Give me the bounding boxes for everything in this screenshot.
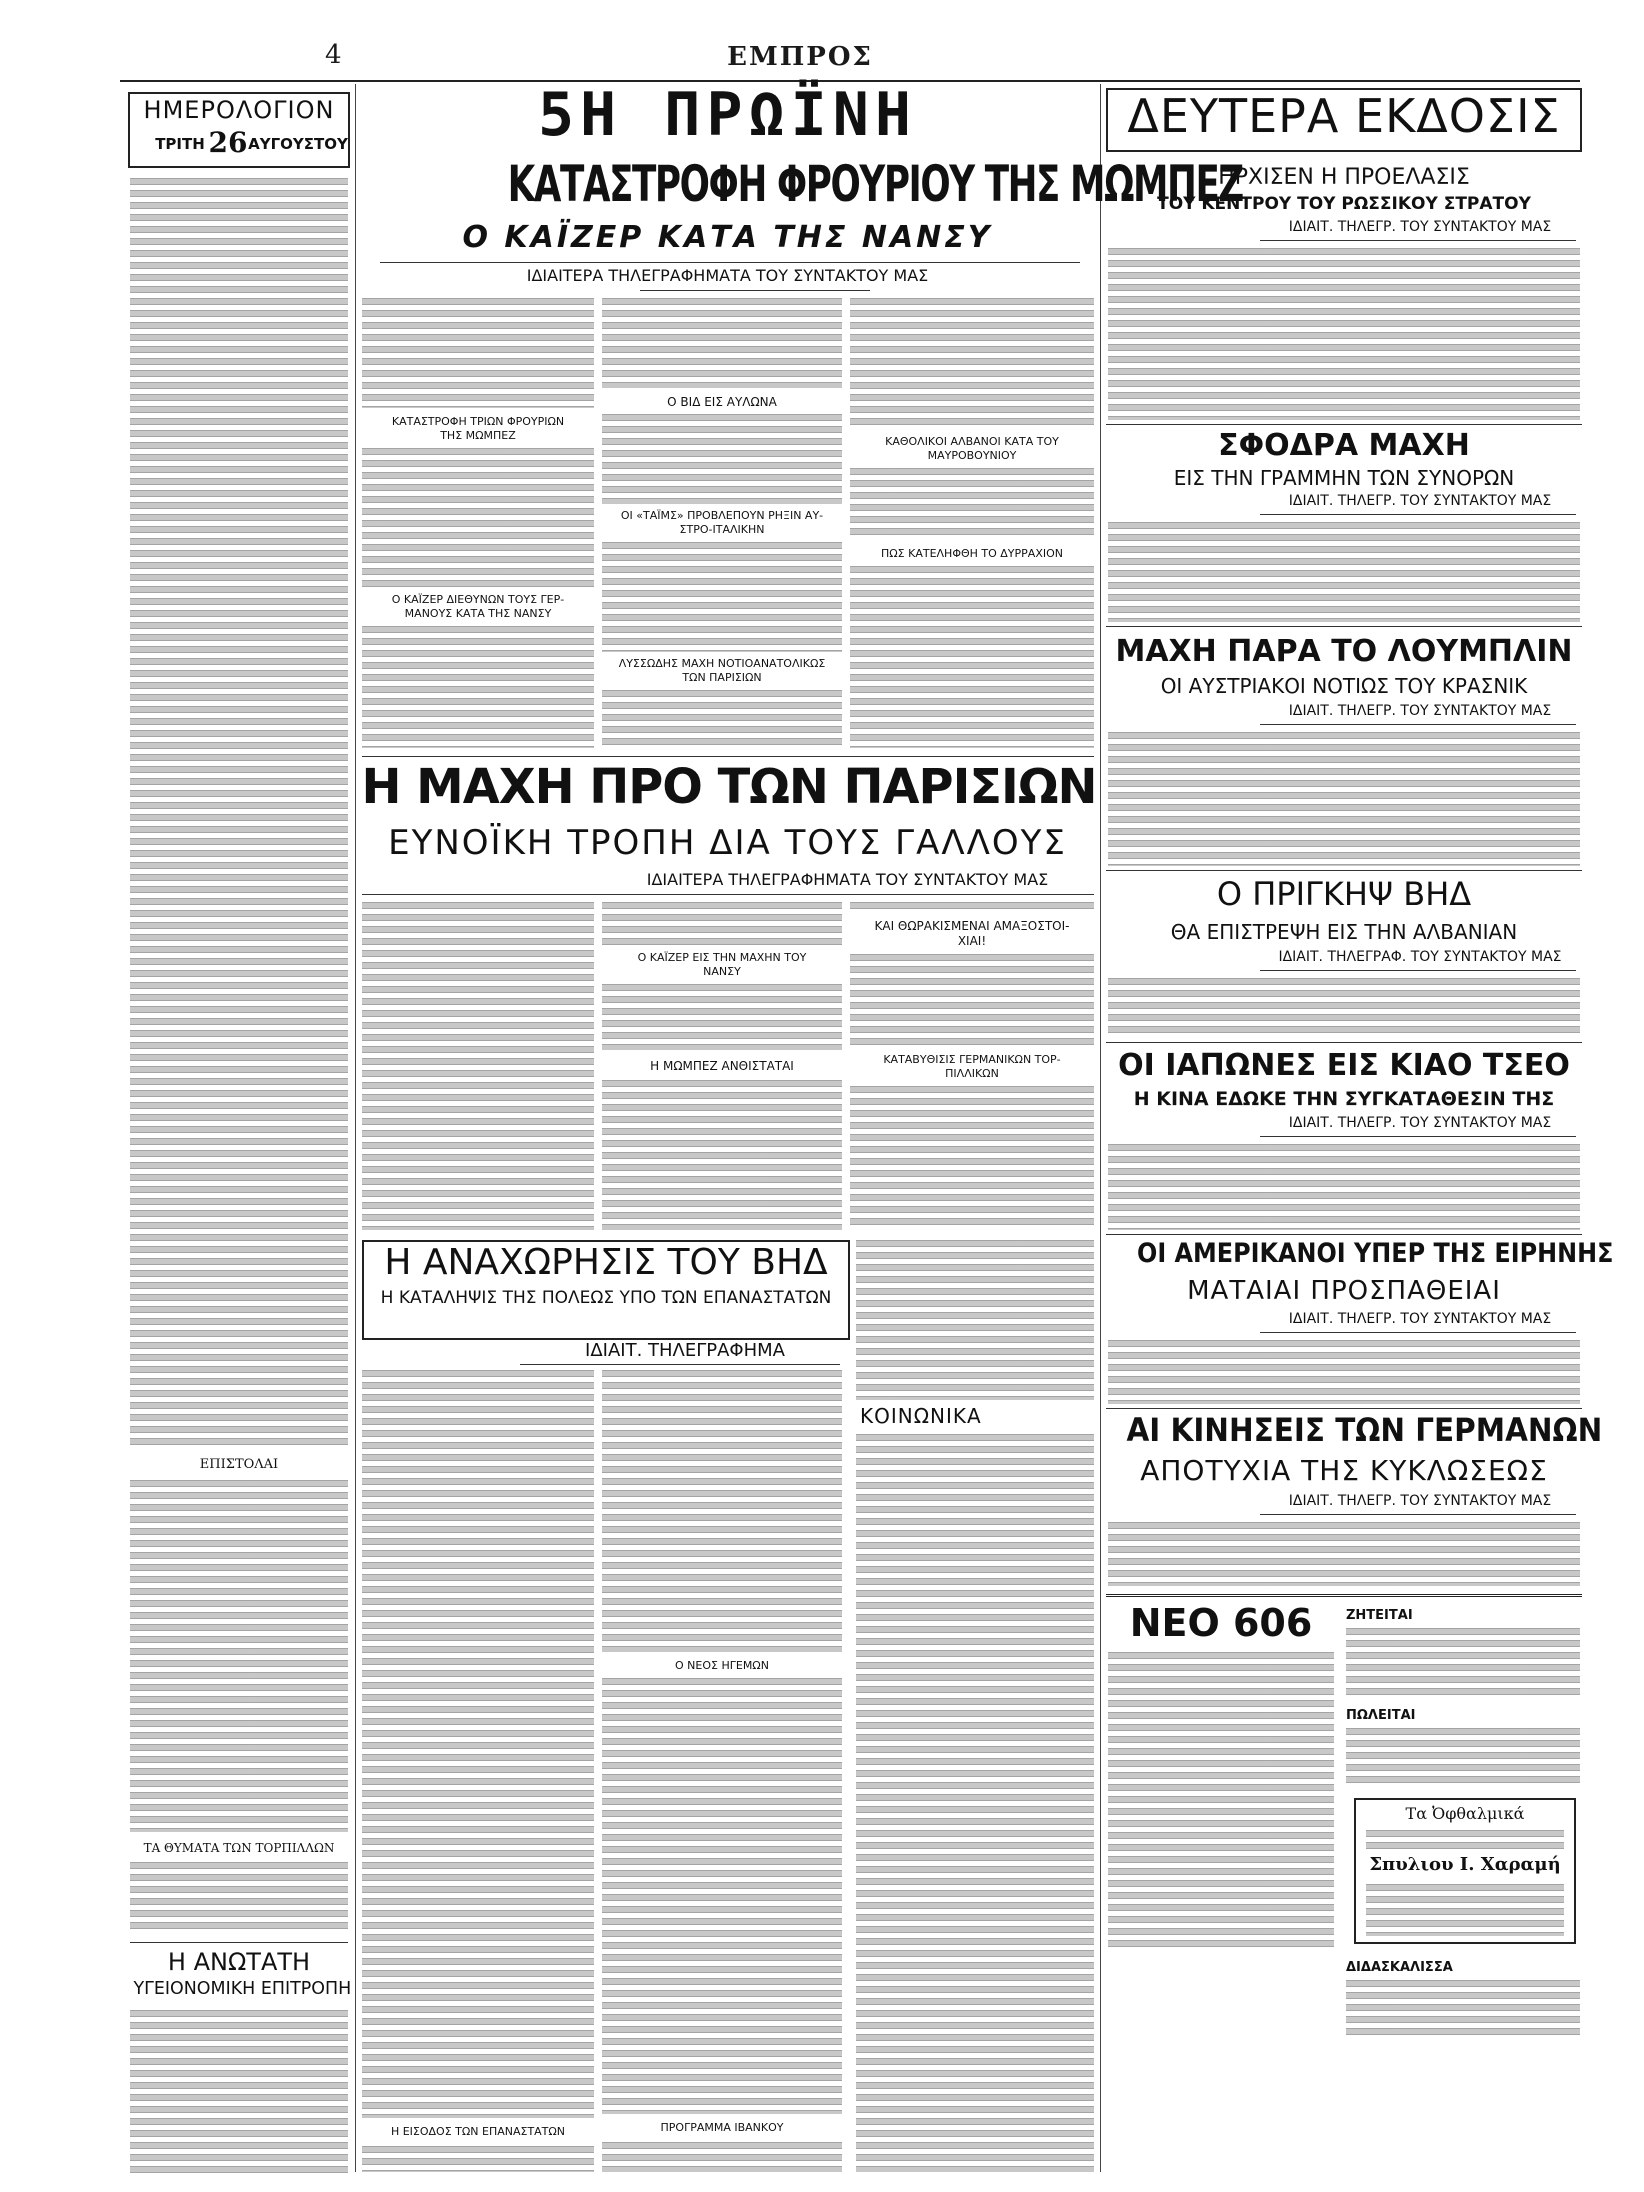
rebels-capture-headline: Η ΚΑΤΑΛΗΨΙΣ ΤΗΣ ΠΟΛΕΩΣ ΥΠΟ ΤΩΝ ΕΠΑΝΑΣΤΑΤΩΝ xyxy=(380,1288,832,1308)
top-col2-sub1: Ο ΒΙΔ ΕΙΣ ΑΥΛΩΝΑ xyxy=(667,395,777,409)
top-col1-sub2: Ο ΚΑΪΖΕΡ ΔΙΕΘΥΝΩΝ ΤΟΥΣ ΓΕΡ- xyxy=(391,593,565,606)
right-text4 xyxy=(1108,978,1580,1038)
right-h1b: ΤΟΥ ΚΕΝΤΡΟΥ ΤΟΥ ΡΩΣΣΙΚΟΥ ΣΤΡΑΤΟΥ xyxy=(1157,194,1531,214)
top-col1-text2 xyxy=(362,448,594,588)
rule xyxy=(1260,1136,1576,1137)
rule xyxy=(1260,724,1576,725)
social-news-text xyxy=(856,1434,1094,2172)
rule xyxy=(1260,970,1576,971)
rule xyxy=(1260,514,1576,515)
right-text3 xyxy=(1108,732,1580,866)
mid-col3-text2 xyxy=(850,954,1094,1046)
health-committee-text xyxy=(130,2010,348,2178)
right-h5: ΟΙ ΙΑΠΩΝΕΣ ΕΙΣ ΚΙΑΟ ΤΣΕΟ xyxy=(1118,1048,1570,1083)
mid-col2-sub2: Η ΜΩΜΠΕΖ ΑΝΘΙΣΤΑΤΑΙ xyxy=(650,1059,794,1073)
top-col2-text2 xyxy=(602,414,842,504)
double-rule xyxy=(1106,1594,1582,1597)
top-col2-sub3b: ΤΩΝ ΠΑΡΙΣΙΩΝ xyxy=(682,671,762,684)
top-col2-sub2b: ΣΤΡΟ-ΙΤΑΛΙΚΗΝ xyxy=(679,523,765,536)
right-h6b: ΜΑΤΑΙΑΙ ΠΡΟΣΠΑΘΕΙΑΙ xyxy=(1187,1276,1501,1306)
letters-heading: ΕΠΙΣΤΟΛΑΙ xyxy=(199,1457,279,1472)
mid-col2-sub1: Ο ΚΑΪΖΕΡ ΕΙΣ ΤΗΝ ΜΑΧΗΝ ΤΟΥ xyxy=(637,951,807,964)
column-rule xyxy=(1100,84,1101,2172)
torpedo-victims-text xyxy=(130,1862,348,1932)
ad-teacher-text xyxy=(1346,1980,1580,2040)
mid-col3-sub2b: ΠΙΛΛΙΚΩΝ xyxy=(945,1067,999,1080)
right-by3: ΙΔΙΑΙΤ. ΤΗΛΕΓΡ. ΤΟΥ ΣΥΝΤΑΚΤΟΥ ΜΑΣ xyxy=(1288,703,1552,719)
health-committee-subtitle: ΥΓΕΙΟΝΟΜΙΚΗ ΕΠΙΤΡΟΠΗ xyxy=(133,1978,352,1999)
top-col3-sub2: ΠΩΣ ΚΑΤΕΛΗΦΘΗ ΤΟ ΔΥΡΡΑΧΙΟΝ xyxy=(881,547,1063,560)
mid-col3-text xyxy=(850,902,1094,914)
edition-banner: 5Η ΠΡΩΪΝΗ xyxy=(537,80,918,150)
mid-col3-sub1b: ΧΙΑΙ! xyxy=(957,934,987,948)
right-text6 xyxy=(1108,1340,1580,1404)
calendar-day: 26 xyxy=(208,126,248,159)
right-h3b: ΟΙ ΑΥΣΤΡΙΑΚΟΙ ΝΟΤΙΩΣ ΤΟΥ ΚΡΑΣΝΙΚ xyxy=(1160,674,1528,698)
ad-for-sale-text xyxy=(1346,1728,1580,1784)
rule xyxy=(1106,424,1582,425)
top-col2-sub3: ΛΥΣΣΩΔΗΣ ΜΑΧΗ ΝΟΤΙΟΑΝΑΤΟΛΙΚΩΣ xyxy=(618,657,826,670)
byline-top: ΙΔΙΑΙΤΕΡΑ ΤΗΛΕΓΡΑΦΗΜΑΤΑ ΤΟΥ ΣΥΝΤΑΚΤΟΥ ΜΑΣ xyxy=(526,266,929,285)
top-col2-text3 xyxy=(602,542,842,652)
low-col2-text xyxy=(602,1370,842,1652)
rebels-entry-heading: Η ΕΙΣΟΔΟΣ ΤΩΝ ΕΠΑΝΑΣΤΑΤΩΝ xyxy=(390,2125,566,2138)
subheadline-kaiser-nancy: Ο ΚΑΪΖΕΡ ΚΑΤΑ ΤΗΣ ΝΑΝΣΥ xyxy=(462,220,993,255)
rule xyxy=(380,262,1080,263)
rule xyxy=(1106,1234,1582,1235)
rule xyxy=(362,756,1094,757)
top-col2-sub2: ΟΙ «ΤΑΪΜΣ» ΠΡΟΒΛΕΠΟΥΝ ΡΗΞΙΝ ΑΥ- xyxy=(620,509,824,522)
top-col1-text3 xyxy=(362,626,594,748)
rule xyxy=(1260,1332,1576,1333)
ad-for-sale-label: ΠΩΛΕΙΤΑΙ xyxy=(1346,1708,1416,1723)
torpedo-victims-heading: ΤΑ ΘΥΜΑΤΑ ΤΩΝ ΤΟΡΠΙΛΛΩΝ xyxy=(143,1841,335,1855)
rule xyxy=(1106,1408,1582,1409)
mid-col1-text xyxy=(362,902,594,1230)
letters-text xyxy=(130,1480,348,1832)
paris-battle-subheadline: ΕΥΝΟΪΚΗ ΤΡΟΠΗ ΔΙΑ ΤΟΥΣ ΓΑΛΛΟΥΣ xyxy=(388,823,1067,863)
calendar-month: ΑΥΓΟΥΣΤΟΥ xyxy=(248,135,348,153)
low-col1-text2 xyxy=(362,2146,594,2172)
top-col1-text xyxy=(362,298,594,408)
ad-wanted-text xyxy=(1346,1628,1580,1698)
top-col1-sub1b: ΤΗΣ ΜΩΜΠΕΖ xyxy=(440,429,516,442)
rule xyxy=(1260,240,1576,241)
right-text7 xyxy=(1108,1522,1580,1586)
new-leader-heading: Ο ΝΕΟΣ ΗΓΕΜΩΝ xyxy=(675,1659,769,1672)
right-h1: ΗΡΧΙΣΕΝ Η ΠΡΟΕΛΑΣΙΣ xyxy=(1218,165,1470,190)
paris-battle-byline: ΙΔΙΑΙΤΕΡΑ ΤΗΛΕΓΡΑΦΗΜΑΤΑ ΤΟΥ ΣΥΝΤΑΚΤΟΥ ΜΑΣ xyxy=(646,870,1049,889)
right-h2: ΣΦΟΔΡΑ ΜΑΧΗ xyxy=(1218,428,1470,463)
eye-clinic-doctor: Σπυλιου Ι. Χαραμή xyxy=(1369,1854,1561,1875)
right-text1 xyxy=(1108,248,1580,420)
rule xyxy=(130,1942,348,1943)
masthead-title: ΕΜΠΡΟΣ xyxy=(727,42,873,72)
right-by7: ΙΔΙΑΙΤ. ΤΗΛΕΓΡ. ΤΟΥ ΣΥΝΤΑΚΤΟΥ ΜΑΣ xyxy=(1288,1493,1552,1509)
right-text5 xyxy=(1108,1144,1580,1230)
rule xyxy=(1106,626,1582,627)
mid-col3-text3 xyxy=(850,1086,1094,1230)
eye-clinic-ad-text1 xyxy=(1366,1830,1564,1850)
right-h2b: ΕΙΣ ΤΗΝ ΓΡΑΜΜΗΝ ΤΩΝ ΣΥΝΟΡΩΝ xyxy=(1173,466,1515,490)
mid-col2-text xyxy=(602,902,842,946)
calendar-weekday: ΤΡΙΤΗ xyxy=(155,135,205,153)
rule xyxy=(1106,870,1582,871)
right-h3: ΜΑΧΗ ΠΑΡΑ ΤΟ ΛΟΥΜΠΛΙΝ xyxy=(1115,634,1573,669)
rule xyxy=(1106,1042,1582,1043)
program-heading: ΠΡΟΓΡΑΜΜΑ ΙΒΑΝΚΟΥ xyxy=(660,2121,784,2134)
main-headline-mobeuge: ΚΑΤΑΣΤΡΟΦΗ ΦΡΟΥΡΙΟΥ ΤΗΣ ΜΩΜΠΕΖ xyxy=(507,155,1243,213)
mid-col2-sub1b: ΝΑΝΣΥ xyxy=(703,965,741,978)
right-h4b: ΘΑ ΕΠΙΣΤΡΕΨΗ ΕΙΣ ΤΗΝ ΑΛΒΑΝΙΑΝ xyxy=(1170,920,1518,944)
low-col2-text3 xyxy=(602,2142,842,2172)
mid-col3-sub1: ΚΑΙ ΘΩΡΑΚΙΣΜΕΝΑΙ ΑΜΑΞΟΣΤΟΙ- xyxy=(874,919,1070,933)
low-col2-text2 xyxy=(602,1678,842,2114)
rule xyxy=(1260,1514,1576,1515)
right-h7: ΑΙ ΚΙΝΗΣΕΙΣ ΤΩΝ ΓΕΡΜΑΝΩΝ xyxy=(1126,1411,1603,1449)
eye-clinic-ad-text2 xyxy=(1366,1884,1564,1936)
rule xyxy=(520,1364,840,1365)
calendar-title: ΗΜΕΡΟΛΟΓΙΟΝ xyxy=(143,96,335,124)
top-col2-text xyxy=(602,298,842,388)
low-col3-text xyxy=(856,1240,1094,1400)
top-col1-sub1: ΚΑΤΑΣΤΡΟΦΗ ΤΡΙΩΝ ΦΡΟΥΡΙΩΝ xyxy=(391,415,565,428)
right-by5: ΙΔΙΑΙΤ. ΤΗΛΕΓΡ. ΤΟΥ ΣΥΝΤΑΚΤΟΥ ΜΑΣ xyxy=(1288,1115,1552,1131)
ad-teacher-label: ΔΙΔΑΣΚΑΛΙΣΣΑ xyxy=(1346,1960,1453,1975)
right-by4: ΙΔΙΑΙΤ. ΤΗΛΕΓΡΑΦ. ΤΟΥ ΣΥΝΤΑΚΤΟΥ ΜΑΣ xyxy=(1278,949,1562,965)
rule xyxy=(362,894,1094,895)
right-h7b: ΑΠΟΤΥΧΙΑ ΤΗΣ ΚΥΚΛΩΣΕΩΣ xyxy=(1140,1454,1548,1487)
wied-departure-headline: Η ΑΝΑΧΩΡΗΣΙΣ ΤΟΥ ΒΗΔ xyxy=(384,1242,828,1283)
top-col2-text4 xyxy=(602,690,842,748)
wied-byline: ΙΔΙΑΙΤ. ΤΗΛΕΓΡΑΦΗΜΑ xyxy=(585,1340,785,1361)
social-news-heading: ΚΟΙΝΩΝΙΚΑ xyxy=(860,1404,982,1428)
page-number: 4 xyxy=(325,40,342,70)
mid-col2-text3 xyxy=(602,1080,842,1230)
mid-col2-text2 xyxy=(602,984,842,1050)
right-by6: ΙΔΙΑΙΤ. ΤΗΛΕΓΡ. ΤΟΥ ΣΥΝΤΑΚΤΟΥ ΜΑΣ xyxy=(1288,1311,1552,1327)
ad-606-text xyxy=(1108,1652,1334,1948)
mid-col3-sub2: ΚΑΤΑΒΥΘΙΣΙΣ ΓΕΡΜΑΝΙΚΩΝ ΤΟΡ- xyxy=(883,1053,1061,1066)
health-committee-title: Η ΑΝΩΤΑΤΗ xyxy=(167,1948,311,1976)
right-text2 xyxy=(1108,522,1580,622)
right-by1: ΙΔΙΑΙΤ. ΤΗΛΕΓΡ. ΤΟΥ ΣΥΝΤΑΚΤΟΥ ΜΑΣ xyxy=(1288,219,1552,235)
eye-clinic-ad-title: Τα Ὀφθαλμικά xyxy=(1405,1804,1525,1823)
low-col1-text xyxy=(362,1370,594,2118)
top-col3-text2 xyxy=(850,468,1094,538)
top-col1-sub2b: ΜΑΝΟΥΣ ΚΑΤΑ ΤΗΣ ΝΑΝΣΥ xyxy=(404,607,552,620)
ad-wanted-label: ΖΗΤΕΙΤΑΙ xyxy=(1346,1608,1413,1623)
right-h6: ΟΙ ΑΜΕΡΙΚΑΝΟΙ ΥΠΕΡ ΤΗΣ ΕΙΡΗΝΗΣ xyxy=(1137,1238,1614,1269)
column-rule xyxy=(355,84,356,2172)
rule xyxy=(640,290,870,291)
paris-battle-headline: Η ΜΑΧΗ ΠΡΟ ΤΩΝ ΠΑΡΙΣΙΩΝ xyxy=(361,759,1097,815)
top-col3-text3 xyxy=(850,566,1094,748)
right-h5b: Η ΚΙΝΑ ΕΔΩΚΕ ΤΗΝ ΣΥΓΚΑΤΑΘΕΣΙΝ ΤΗΣ xyxy=(1133,1088,1555,1110)
ad-606-title: ΝΕΟ 606 xyxy=(1129,1601,1313,1645)
second-edition-banner: ΔΕΥΤΕΡΑ ΕΚΔΟΣΙΣ xyxy=(1127,89,1561,143)
right-h4: Ο ΠΡΙΓΚΗΨ ΒΗΔ xyxy=(1216,875,1472,913)
top-col3-sub1: ΚΑΘΟΛΙΚΟΙ ΑΛΒΑΝΟΙ ΚΑΤΑ ΤΟΥ xyxy=(885,435,1059,448)
calendar-article-text xyxy=(130,178,348,1446)
top-col3-text xyxy=(850,298,1094,428)
right-by2: ΙΔΙΑΙΤ. ΤΗΛΕΓΡ. ΤΟΥ ΣΥΝΤΑΚΤΟΥ ΜΑΣ xyxy=(1288,493,1552,509)
top-col3-sub1b: ΜΑΥΡΟΒΟΥΝΙΟΥ xyxy=(927,449,1017,462)
